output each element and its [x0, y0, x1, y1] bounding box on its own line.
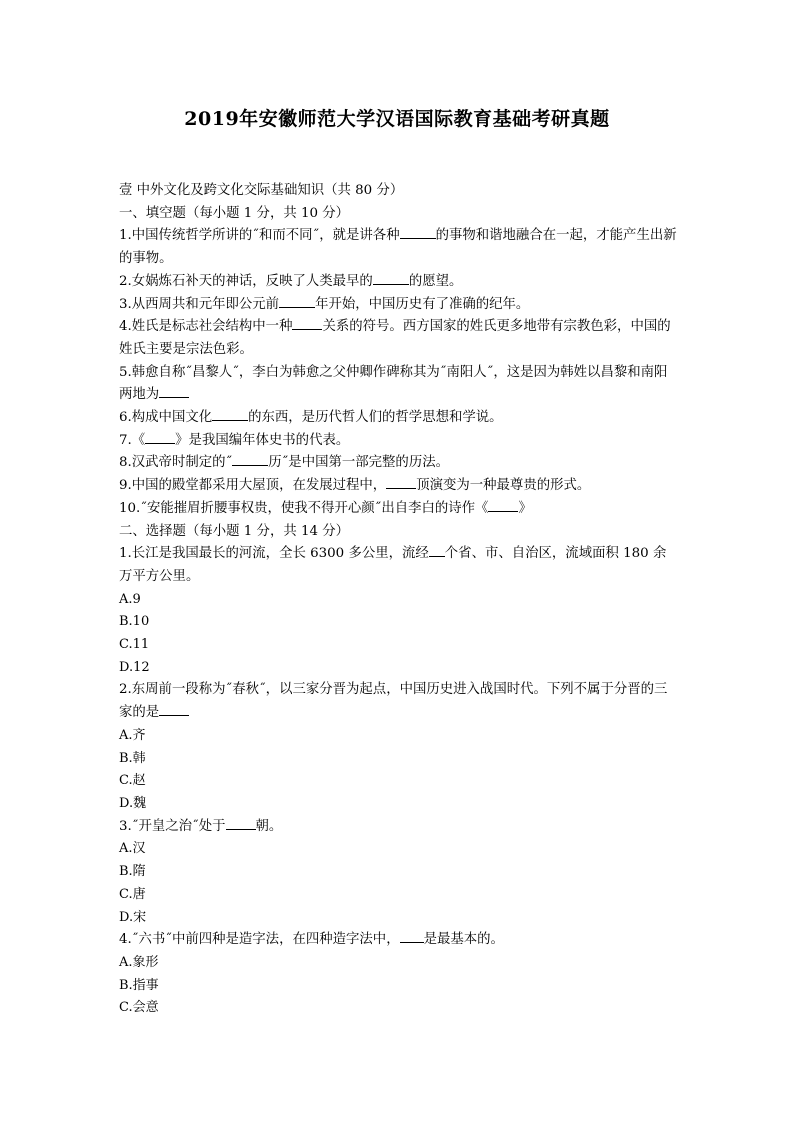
fill-question-9: 9.中国的殿堂都采用大屋顶，在发展过程中， 顶演变为一种最尊贵的形式。	[119, 478, 591, 494]
choice-option: D.12	[119, 659, 150, 675]
choice-option: D.宋	[119, 909, 147, 925]
fill-question-1: 1.中国传统哲学所讲的˝和而不同˝，就是讲各种 的事物和谐地融合在一起，才能产生出新的事物。	[119, 228, 677, 267]
answer-blank	[488, 499, 518, 512]
answer-blank	[232, 453, 268, 466]
choice-option: C.唐	[119, 886, 146, 902]
page-title: 2019年安徽师范大学汉语国际教育基础考研真题	[184, 108, 610, 130]
answer-blank	[400, 226, 436, 239]
part1-heading: 一、填空题（每小题 1 分，共 10 分）	[119, 205, 350, 221]
answer-blank	[400, 930, 424, 943]
choice-option: D.魏	[119, 795, 147, 811]
choice-question-3: 3.˝开皇之治˝处于 朝。	[119, 818, 283, 834]
document-body	[119, 180, 679, 1020]
section-heading: 壹 中外文化及跨文化交际基础知识（共 80 分）	[119, 183, 404, 198]
fill-question-5: 5.韩愈自称˝昌黎人˝，李白为韩愈之父仲卿作碑称其为˝南阳人˝，这是因为韩姓以昌黎和南阳两地为	[119, 364, 668, 403]
choice-option: C.赵	[119, 773, 146, 789]
answer-blank	[159, 703, 189, 716]
fill-question-2: 2.女娲炼石补天的神话，反映了人类最早的 的愿望。	[119, 273, 463, 289]
answer-blank	[279, 295, 315, 308]
answer-blank	[292, 317, 322, 330]
fill-question-4: 4.姓氏是标志社会结构中一种 关系的符号。西方国家的姓氏更多地带有宗教色彩，中国的姓氏主要是宗法色彩。	[119, 319, 671, 357]
choice-option: C.11	[119, 637, 150, 653]
choice-option: A.汉	[119, 841, 146, 857]
fill-question-10: 10.˝安能摧眉折腰事权贵，使我不得开心颜˝出自李白的诗作《 》	[119, 500, 532, 516]
choice-option: C.会意	[119, 1000, 159, 1016]
choice-question-4: 4.˝六书˝中前四种是造字法，在四种造字法中， 是最基本的。	[119, 932, 504, 948]
choice-option: A.齐	[119, 727, 146, 743]
fill-question-7: 7.《 》是我国编年体史书的代表。	[119, 432, 350, 448]
fill-question-6: 6.构成中国文化 的东西，是历代哲人们的哲学思想和学说。	[119, 410, 503, 426]
choice-option: B.隋	[119, 864, 146, 880]
choice-question-1: 1.长江是我国最长的河流，全长 6300 多公里，流经 个省、市、自治区，流域面积 180 余万平方公里。	[119, 546, 667, 584]
answer-blank	[212, 408, 248, 421]
choice-option: A.象形	[119, 954, 159, 970]
answer-blank	[386, 476, 416, 489]
choice-question-2: 2.东周前一段称为˝春秋˝，以三家分晋为起点，中国历史进入战国时代。下列不属于分晋的三家的是	[119, 682, 668, 721]
fill-question-3: 3.从西周共和元年即公元前 年开始，中国历史有了准确的纪年。	[119, 296, 530, 312]
fill-question-8: 8.汉武帝时制定的˝ 历˝是中国第一部完整的历法。	[119, 455, 449, 471]
choice-option: B.指事	[119, 977, 159, 993]
choice-option: B.韩	[119, 750, 146, 766]
choice-option: A.9	[119, 591, 141, 607]
answer-blank	[373, 272, 409, 285]
part2-heading: 二、选择题（每小题 1 分，共 14 分）	[119, 523, 350, 539]
answer-blank	[159, 385, 189, 398]
answer-blank	[226, 817, 256, 830]
choice-option: B.10	[119, 614, 150, 630]
answer-blank	[429, 544, 445, 557]
answer-blank	[145, 431, 175, 444]
